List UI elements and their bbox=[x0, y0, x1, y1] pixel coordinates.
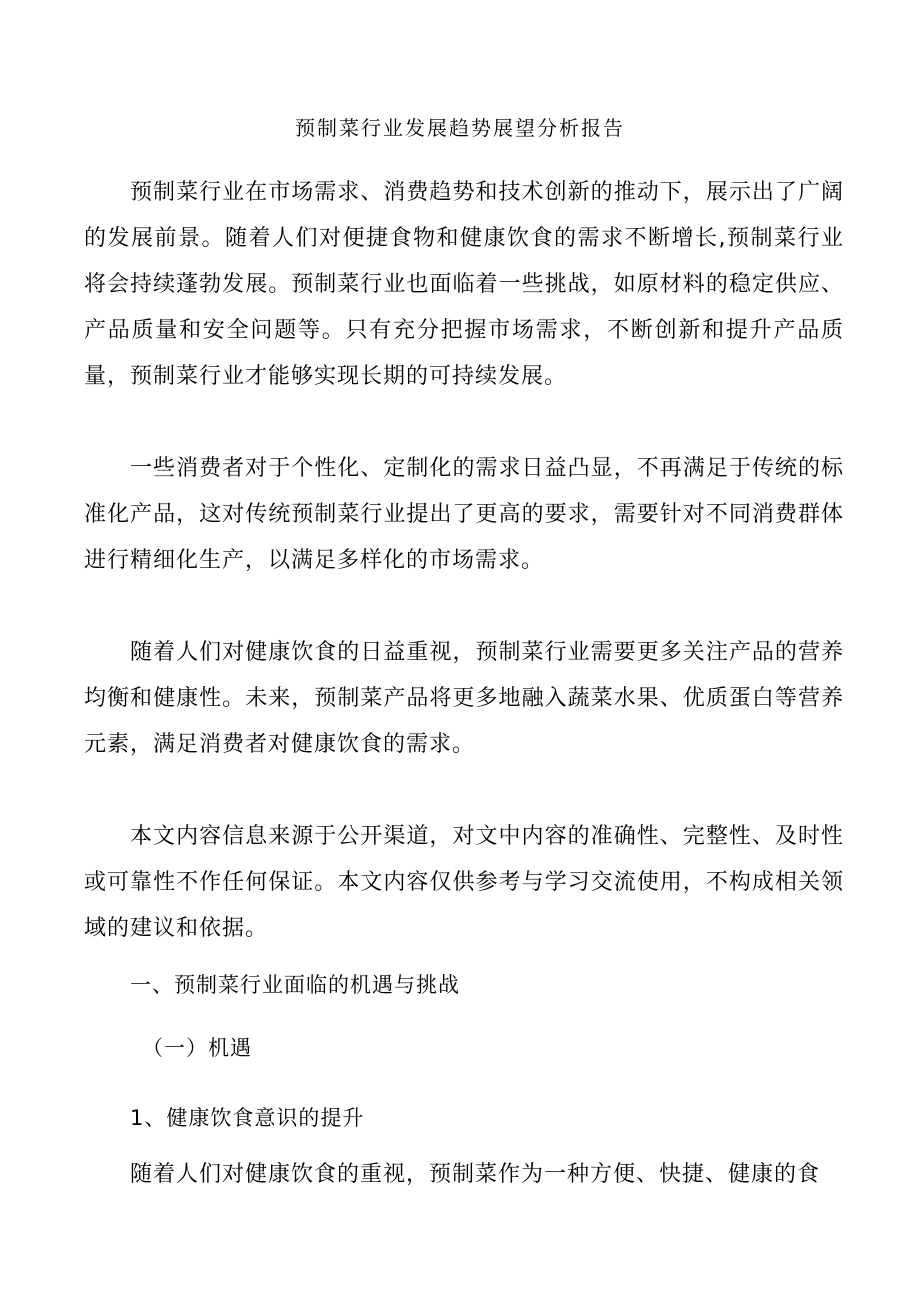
item-heading: 1、健康饮食意识的提升 bbox=[130, 1106, 365, 1130]
paragraph-continued: 随着人们对健康饮食的重视，预制菜作为一种方便、快捷、健康的食 bbox=[130, 1162, 821, 1187]
document-title: 预制菜行业发展趋势展望分析报告 bbox=[295, 116, 625, 140]
section-heading: 一、预制菜行业面临的机遇与挑战 bbox=[130, 973, 460, 997]
paragraph-health: 随着人们对健康饮食的日益重视，预制菜行业需要更多关注产品的营养均衡和健康性。未来，预制菜产品将更多地融入蔬菜水果、优质蛋白等营养元素，满足消费者对健康饮食的需求。 bbox=[84, 640, 844, 757]
paragraph-disclaimer: 本文内容信息来源于公开渠道，对文中内容的准确性、完整性、及时性或可靠性不作任何保证。本文内容仅供参考与学习交流使用，不构成相关领域的建议和依据。 bbox=[84, 824, 844, 941]
paragraph-intro: 预制菜行业在市场需求、消费趋势和技术创新的推动下，展示出了广阔的发展前景。随着人们对便捷食物和健康饮食的需求不断增长,预制菜行业将会持续蓬勃发展。预制菜行业也面临着一些挑战，如原材料的稳定供应、产品质量和安全问题等。只有充分把握市场需求，不断创新和提升产品质量，预制菜行业才能够实现长期的可持续发展。 bbox=[84, 180, 844, 389]
paragraph-personalization: 一些消费者对于个性化、定制化的需求日益凸显，不再满足于传统的标准化产品，这对传统预制菜行业提出了更高的要求，需要针对不同消费群体进行精细化生产，以满足多样化的市场需求。 bbox=[84, 456, 844, 573]
subsection-heading: （一）机遇 bbox=[142, 1036, 252, 1060]
